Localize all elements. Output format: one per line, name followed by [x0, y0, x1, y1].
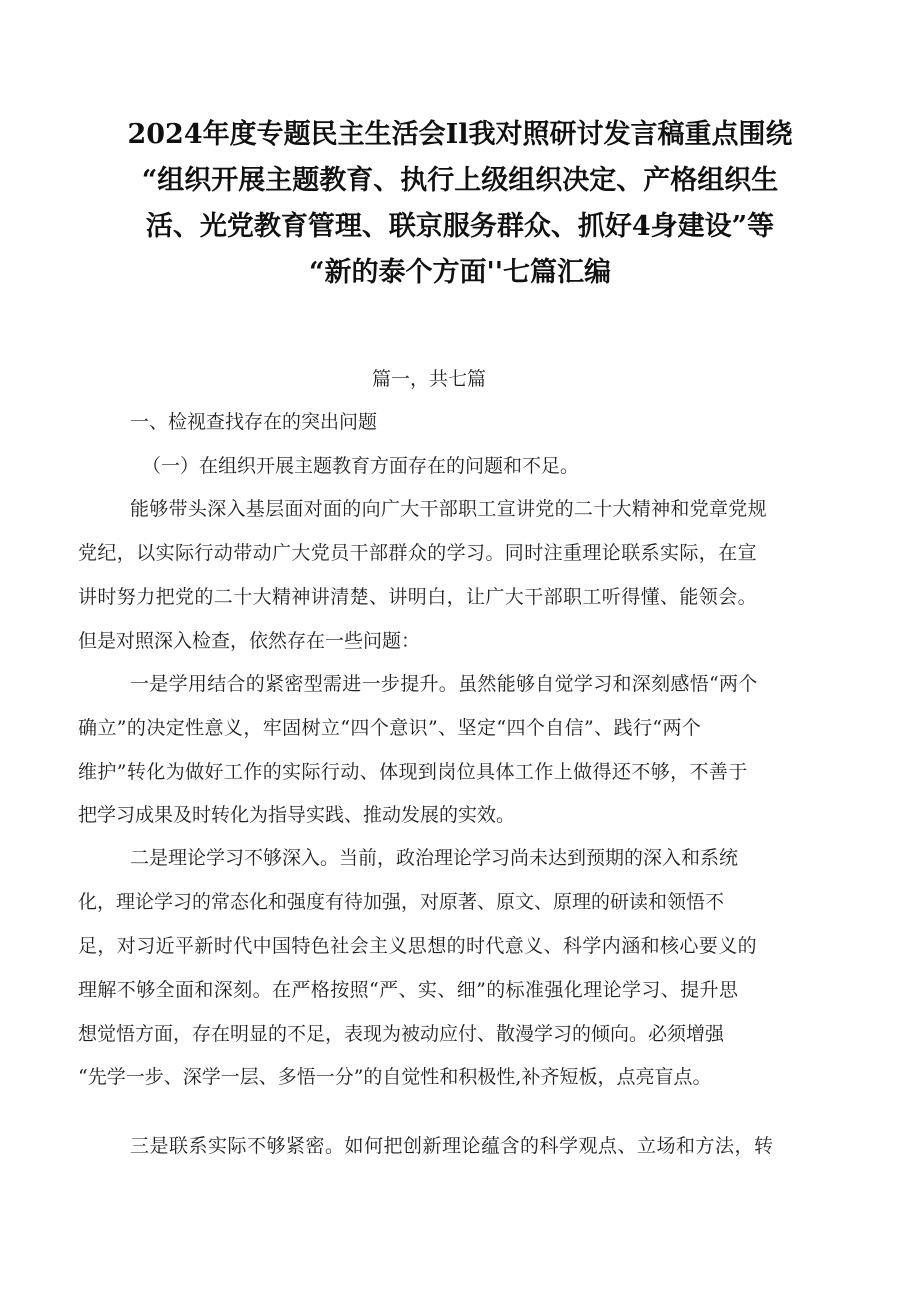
- paragraph-line: 一是学用结合的紧密型需进一步提升。虽然能够自觉学习和深刻感悟“两个: [130, 673, 758, 695]
- section-heading: 一、检视查找存在的突出问题: [130, 411, 378, 433]
- title-line: 2024年度专题民主生活会Il我对照研讨发言稿重点围绕: [127, 119, 793, 150]
- paragraph-line: 理解不够全面和深刻。在严格按照“严、实、细”的标准强化理论学习、提升思: [78, 979, 739, 1001]
- paragraph-line: 把学习成果及时转化为指导实践、推动发展的实效。: [78, 804, 516, 826]
- paragraph-line: 确立”的决定性意义，牢固树立“四个意识”、坚定“四个自信”、践行“两个: [78, 717, 702, 739]
- subsection-heading: （一）在组织开展主题教育方面存在的问题和不足。: [142, 455, 580, 477]
- paragraph-line: 能够带头深入基层面对面的向广大干部职工宣讲党的二十大精神和党章党规: [130, 498, 767, 520]
- paragraph-line: 想觉悟方面，存在明显的不足，表现为被动应付、散漫学习的倾向。必须增强: [78, 1023, 725, 1045]
- paragraph-line: 但是对照深入检查，依然存在一些问题：: [78, 630, 421, 652]
- paragraph-line: 维护”转化为做好工作的实际行动、体现到岗位具体工作上做得还不够，不善于: [78, 761, 748, 783]
- paragraph-line: 党纪，以实际行动带动广大党员干部群众的学习。同时注重理论联系实际，在宣: [78, 542, 758, 564]
- title-line: “组织开展主题教育、执行上级组织决定、产格组织生: [141, 165, 779, 196]
- paragraph-line: “先学一步、深学一层、多悟一分”的自觉性和积极性,补齐短板，点亮盲点。: [78, 1066, 712, 1088]
- paragraph-line: 二是理论学习不够深入。当前，政治理论学习尚未达到预期的深入和系统: [130, 847, 739, 869]
- document-subtitle: 篇一，共七篇: [372, 368, 487, 390]
- paragraph-line: 讲时努力把党的二十大精神讲清楚、讲明白，让广大干部职工听得懂、能领会。: [78, 586, 758, 608]
- document-title: [60, 112, 860, 296]
- title-line: “新的泰个方面''七篇汇编: [308, 257, 612, 288]
- title-line: 活、光党教育管理、联京服务群众、抓好4身建设”等: [145, 211, 775, 242]
- paragraph-line: 化，理论学习的常态化和强度有待加强，对原著、原文、原理的研读和领悟不: [78, 891, 725, 913]
- paragraph-line: 足，对习近平新时代中国特色社会主义思想的时代意义、科学内涵和核心要义的: [78, 935, 758, 957]
- paragraph-line: 三是联系实际不够紧密。如何把创新理论蕴含的科学观点、立场和方法，转: [130, 1135, 774, 1157]
